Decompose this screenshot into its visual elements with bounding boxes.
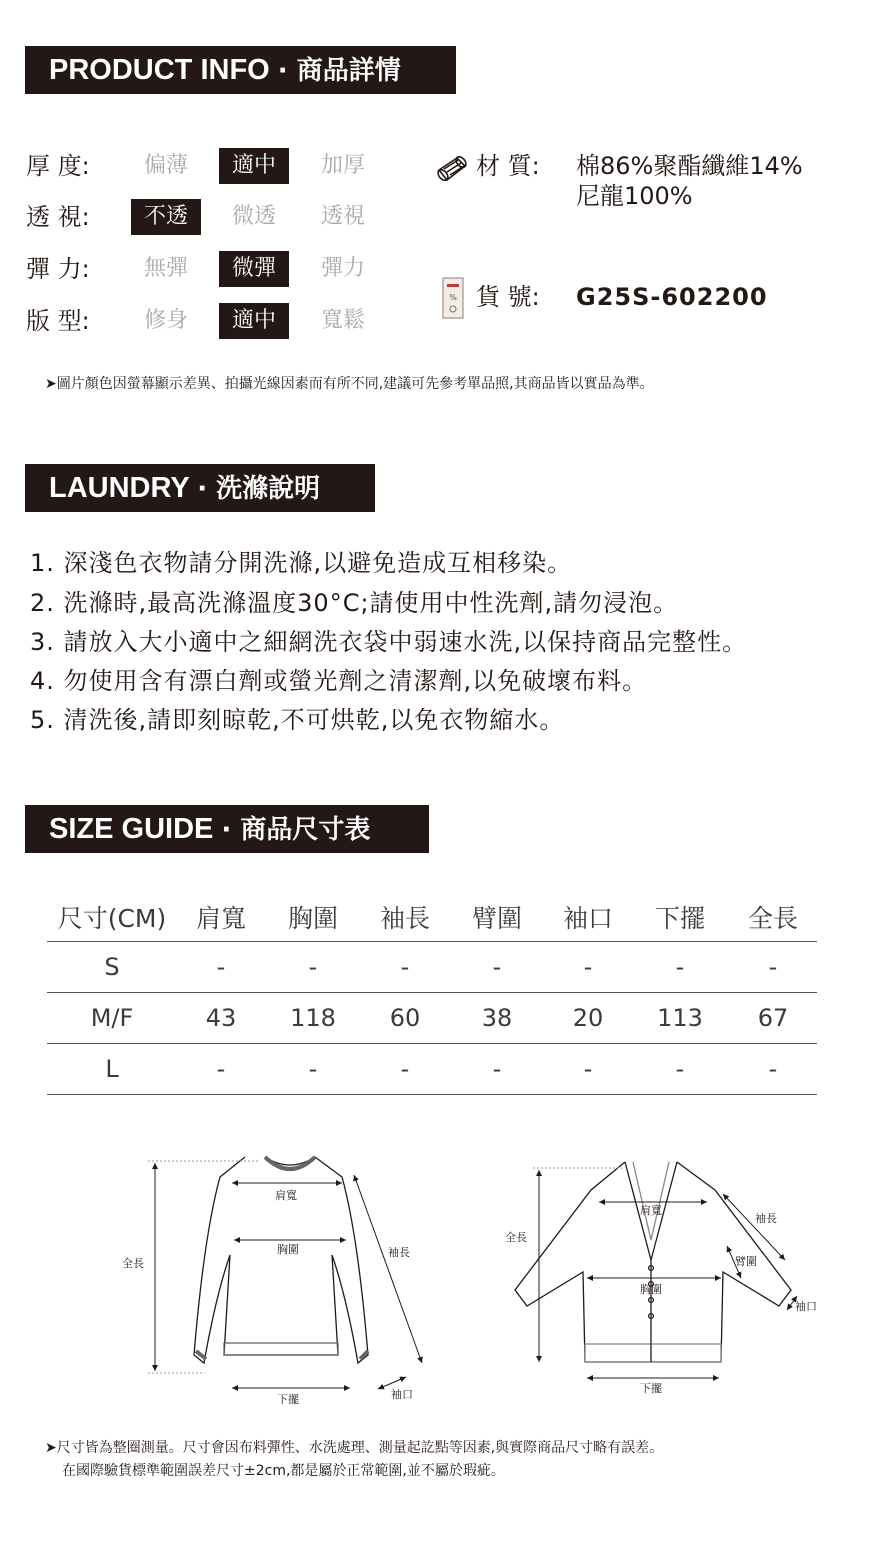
table-cell: L xyxy=(47,1044,177,1095)
length-label: 全長 xyxy=(505,1231,527,1244)
attribute-option-selected: 適中 xyxy=(219,148,289,184)
sku-row xyxy=(476,279,768,315)
table-cell: - xyxy=(729,942,817,993)
clothing-tag-icon xyxy=(440,276,466,320)
sku-value: G25S-602200 xyxy=(576,283,768,311)
pullover-outline xyxy=(194,1157,368,1363)
laundry-header-en: LAUNDRY xyxy=(49,472,190,504)
size-table-header-cell: 尺寸(CM) xyxy=(47,893,177,942)
svg-text:%: % xyxy=(449,293,457,302)
table-cell: 60 xyxy=(361,993,449,1044)
chest-label: 胸圍 xyxy=(277,1243,299,1256)
material-value-1: 棉86%聚酯纖維14% xyxy=(576,152,803,180)
product-info-header-en: PRODUCT INFO xyxy=(49,54,270,86)
thread-spool-icon xyxy=(433,152,473,184)
size-guide-header xyxy=(25,805,429,853)
attribute-option-selected: 微彈 xyxy=(219,251,289,287)
table-cell: - xyxy=(361,1044,449,1095)
table-cell: - xyxy=(265,1044,361,1095)
laundry-item: 5. 清洗後,請即刻晾乾,不可烘乾,以免衣物縮水。 xyxy=(30,706,565,734)
size-table-header-cell: 下擺 xyxy=(631,893,729,942)
table-cell: 20 xyxy=(545,993,631,1044)
table-cell: - xyxy=(545,1044,631,1095)
table-cell: - xyxy=(361,942,449,993)
cardigan-measurement-diagram xyxy=(495,1150,825,1400)
shoulder-label: 肩寬 xyxy=(275,1189,297,1202)
material-label: 材 質: xyxy=(476,152,540,180)
table-cell: 113 xyxy=(631,993,729,1044)
attribute-option: 透視 xyxy=(320,204,365,229)
hem-label: 下擺 xyxy=(277,1393,299,1406)
sleeve-arrow xyxy=(354,1175,422,1363)
table-cell: - xyxy=(177,942,265,993)
laundry-item: 4. 勿使用含有漂白劑或螢光劑之清潔劑,以免破壞布料。 xyxy=(30,667,648,695)
table-cell: - xyxy=(449,1044,545,1095)
size-disclaimer-line1: ➤尺寸皆為整圈測量。尺寸會因布料彈性、水洗處理、測量起訖點等因素,與實際商品尺寸略有誤差。 xyxy=(45,1440,664,1456)
laundry-header-zh: · 洗滌說明 xyxy=(197,474,321,504)
table-row xyxy=(47,1044,817,1095)
table-cell: - xyxy=(729,1044,817,1095)
attribute-label: 厚 度: xyxy=(26,152,90,180)
attribute-option-selected: 適中 xyxy=(219,303,289,339)
laundry-item: 2. 洗滌時,最高洗滌溫度30°C;請使用中性洗劑,請勿浸泡。 xyxy=(30,589,679,617)
size-guide-header-zh: · 商品尺寸表 xyxy=(221,815,371,845)
product-info-header-zh: · 商品詳情 xyxy=(277,56,401,86)
laundry-item: 3. 請放入大小適中之細網洗衣袋中弱速水洗,以保持商品完整性。 xyxy=(30,628,748,656)
size-guide-header-en: SIZE GUIDE xyxy=(49,813,222,845)
table-cell: 38 xyxy=(449,993,545,1044)
attribute-option: 修身 xyxy=(143,308,188,333)
size-disclaimer-line2: 在國際驗貨標準範圍誤差尺寸±2cm,都是屬於正常範圍,並不屬於瑕疵。 xyxy=(62,1463,505,1479)
table-cell: S xyxy=(47,942,177,993)
table-cell: 67 xyxy=(729,993,817,1044)
attribute-option: 加厚 xyxy=(320,153,365,178)
hem-label: 下擺 xyxy=(640,1382,662,1395)
chest-label: 胸圍 xyxy=(640,1283,662,1296)
sleeve-arrow xyxy=(723,1194,785,1260)
attribute-label: 版 型: xyxy=(26,307,90,335)
sleeve-label: 袖長 xyxy=(755,1212,777,1225)
length-label: 全長 xyxy=(122,1257,144,1270)
attribute-label: 透 視: xyxy=(26,203,90,231)
table-row xyxy=(47,942,817,993)
table-cell: 43 xyxy=(177,993,265,1044)
size-table-header-cell: 胸圍 xyxy=(265,893,361,942)
pullover-measurement-diagram xyxy=(110,1145,440,1415)
attribute-option: 偏薄 xyxy=(143,153,188,178)
size-table-header-cell: 肩寬 xyxy=(177,893,265,942)
color-disclaimer: ➤圖片顏色因螢幕顯示差異、拍攝光線因素而有所不同,建議可先參考單品照,其商品皆以實品為準。 xyxy=(45,376,654,392)
size-table-header-cell: 袖長 xyxy=(361,893,449,942)
laundry-item: 1. 深淺色衣物請分開洗滌,以避免造成互相移染。 xyxy=(30,549,573,577)
attribute-option: 微透 xyxy=(231,204,276,229)
attribute-option: 彈力 xyxy=(320,256,365,281)
material-value-2: 尼龍100% xyxy=(576,182,693,210)
cuff-label: 袖口 xyxy=(391,1388,413,1401)
table-cell: - xyxy=(265,942,361,993)
attribute-option: 寬鬆 xyxy=(320,308,365,333)
size-table xyxy=(47,893,817,1095)
shoulder-label: 肩寬 xyxy=(640,1204,662,1217)
sleeve-label: 袖長 xyxy=(388,1246,410,1259)
size-table-header-cell: 全長 xyxy=(729,893,817,942)
attribute-option-selected: 不透 xyxy=(131,199,201,235)
size-table-header-cell: 袖口 xyxy=(545,893,631,942)
laundry-header xyxy=(25,464,375,512)
arm-label: 臂圍 xyxy=(735,1255,757,1268)
sku-label: 貨 號: xyxy=(476,283,540,311)
cuff-label: 袖口 xyxy=(795,1300,817,1313)
table-cell: - xyxy=(631,942,729,993)
table-row xyxy=(47,993,817,1044)
attribute-label: 彈 力: xyxy=(26,255,90,283)
attribute-option: 無彈 xyxy=(143,256,188,281)
table-cell: - xyxy=(449,942,545,993)
table-cell: 118 xyxy=(265,993,361,1044)
table-cell: - xyxy=(177,1044,265,1095)
table-cell: - xyxy=(631,1044,729,1095)
material-row xyxy=(476,148,803,210)
size-table-header-cell: 臂圍 xyxy=(449,893,545,942)
product-info-header xyxy=(25,46,456,94)
size-table-header-row xyxy=(47,893,817,942)
table-cell: M/F xyxy=(47,993,177,1044)
table-cell: - xyxy=(545,942,631,993)
